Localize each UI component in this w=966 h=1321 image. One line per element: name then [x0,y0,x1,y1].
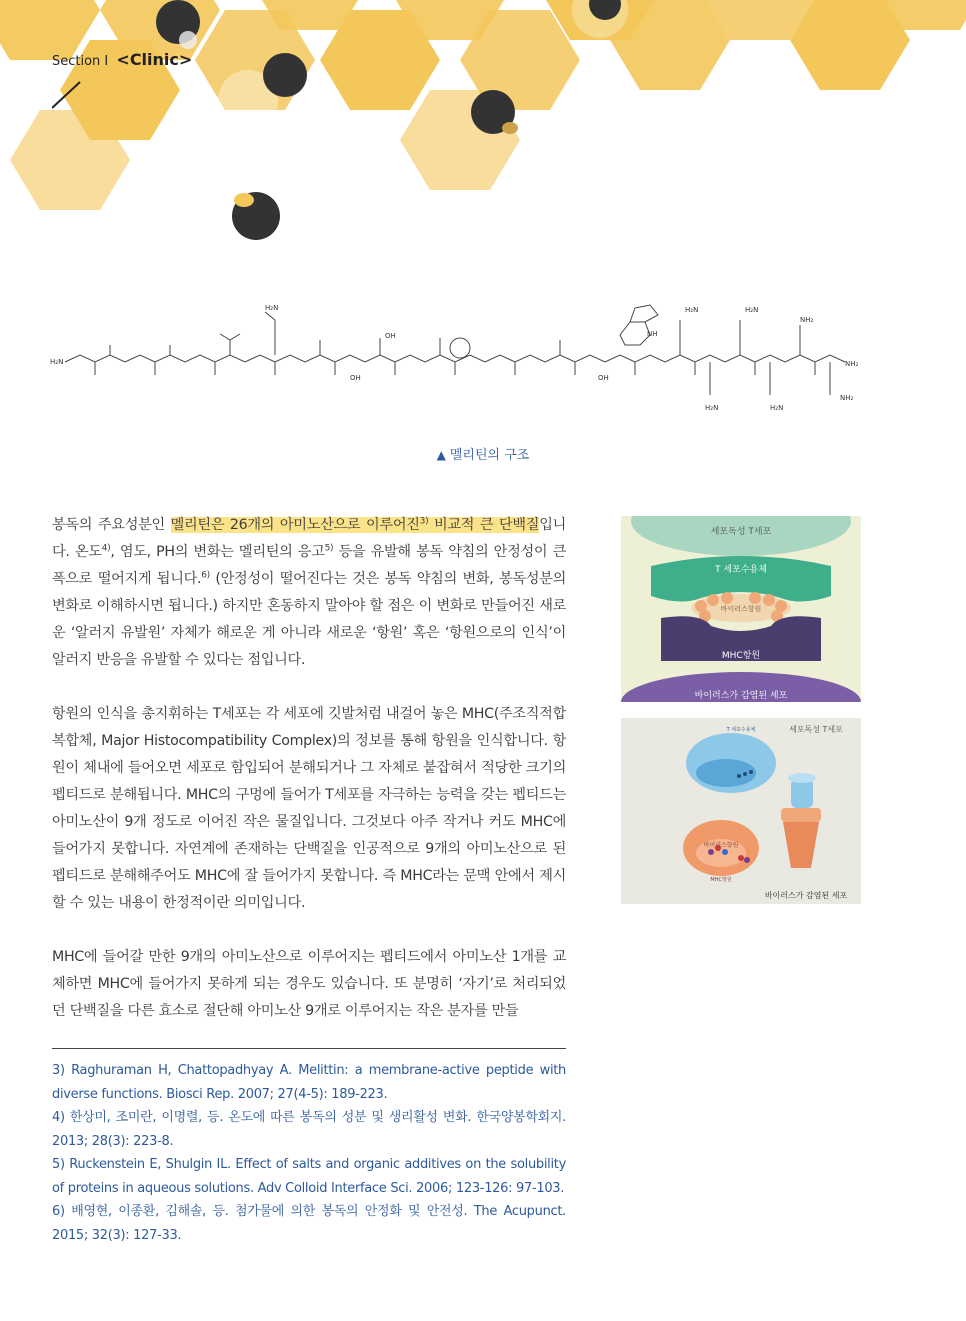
section-name: <Clinic> [116,50,193,69]
svg-text:H₂N: H₂N [685,306,699,314]
svg-text:NH₂: NH₂ [845,360,859,368]
label-infected-cell: 바이러스가 감염된 세포 [694,691,788,701]
reference-item: 5) Ruckenstein E, Shulgin IL. Effect of salts and organic additives on the solubility of proteins in aqueous solutions. Adv Colloid Interface Sci. 2006; 123-126: 97-103. [52,1157,566,1196]
svg-text:OH: OH [385,332,396,340]
footnote-divider [52,1048,566,1049]
paragraph [52,512,566,674]
label-infected-cell: 바이러스가 감염된 세포 [764,891,848,900]
svg-text:H₂N: H₂N [705,404,719,412]
text-span: 봉독의 주요성분인 [52,517,171,533]
tcell-mhc-diagram [621,516,861,702]
references [52,1059,566,1247]
svg-text:H₂N: H₂N [770,404,784,412]
svg-text:H₂N: H₂N [265,304,279,312]
svg-text:OH: OH [598,374,609,382]
paragraph: MHC에 들어갈 만한 9개의 아미노산으로 이루어지는 펩티드에서 아미노산 1개를 교체하면 MHC에 들어가지 못하게 되는 경우도 있습니다. 또 분명히 ‘자기’로 처리되었던 단백질을 다른 효소로 절단해 아미노산 9개로 이루어지는 작은 분자를 만들 [52,949,566,1019]
footnote-ref: 4) [101,543,111,554]
label-tcell: 세포독성 T세포 [789,725,843,734]
footnote-ref: 6) [201,570,210,581]
svg-text:NH₂: NH₂ [800,316,814,324]
reference-item: 4) 한상미, 조미란, 이명렬, 등. 온도에 따른 봉독의 성분 및 생리활성 변화. 한국양봉학회지. 2013; 28(3): 223-8. [52,1110,566,1149]
text-span: 입니다. 온도 [52,517,566,560]
text-span: , 염도, PH의 변화는 멜리틴의 응고 [110,544,325,560]
footnote-ref: 3) [419,516,429,527]
footnote-ref: 5) [324,543,334,554]
slash-decoration [52,80,82,110]
highlight-text [171,517,540,533]
text-span: (안정성이 떨어진다는 것은 봉독 약침의 변화, 봉독성분의 변화로 이해하시면 됩니다.) 하지만 혼동하지 말아야 할 점은 이 변화로 만들어진 새로운 ‘알러지 유발원’ 자체가 해로운 게 아니라 새로운 ‘항원’ 혹은 ‘항원으로의 인식’이 알러지 반응을 유발할 수 있다는 점입니다. [52,571,567,668]
label-tcell: 세포독성 T세포 [710,527,772,537]
label-receptor: T 세포수용체 [715,565,767,575]
text-span: 비교적 큰 단백질 [428,517,540,533]
label-mhc: MHC항원 [721,651,761,661]
svg-text:OH: OH [350,374,361,382]
svg-text:NH: NH [647,330,658,338]
caption-text: 멜리틴의 구조 [449,448,530,463]
section-label [52,50,192,69]
reference-item: 3) Raghuraman H, Chattopadhyay A. Melittin: a membrane-active peptide with diverse functions. Biosci Rep. 2007; 27(4-5): 189-223. [52,1063,566,1102]
article-body [52,512,566,1052]
label-antigen: 바이러스항원 [703,842,739,849]
paragraph: 항원의 인식을 총지휘하는 T세포는 각 세포에 깃발처럼 내걸어 놓은 MHC(주조직적합 복합체, Major Histocompatibility Complex)의 정보를 통해 항원을 인식합니다. 항원이 체내에 들어오면 세포로 함입되어 분해되거나 그 자체로 붙잡혀서 적당한 크기의 펩티드로 분해됩니다. MHC의 구멍에 들어가 T세포를 자극하는 능력을 갖는 펩티드는 아미노산이 9개 정도로 이어진 작은 물질입니다. 그것보다 아주 작거나 커도 MHC에 들어가지 못합니다. 자연계에 존재하는 단백질을 인공적으로 9개의 아미노산으로 된 펩티드로 분해해주어도 MHC에 잘 들어가지 못합니다. 즉 MHC라는 문맥 안에서 제시할 수 있는 내용이 한정적이란 의미입니다. [52,706,566,911]
text-span: 등을 유발해 봉독 약침의 안정성이 큰 폭으로 떨어지게 됩니다. [52,544,566,587]
svg-text:H₂N: H₂N [50,358,64,366]
bee-icon [232,192,280,240]
label-antigen: 바이러스항원 [720,605,762,613]
triangle-icon: ▲ [436,448,446,462]
melittin-structure-diagram [50,300,865,425]
section-prefix: Section Ⅰ [52,54,109,69]
figure-caption [0,444,966,463]
label-receptor: T 세포수용체 [726,727,756,733]
text-span: 멜리틴은 26개의 아미노산으로 이루어진 [170,517,420,533]
label-mhc: MHC항원 [710,877,732,883]
tcell-3d-illustration [621,718,861,904]
reference-item: 6) 배영현, 이종환, 김해솔, 등. 첨가물에 의한 봉독의 안정화 및 안전성. The Acupunct. 2015; 32(3): 127-33. [52,1204,566,1243]
svg-text:H₂N: H₂N [745,306,759,314]
svg-text:NH₂: NH₂ [840,394,854,402]
honeycomb-header-illustration [0,0,966,260]
